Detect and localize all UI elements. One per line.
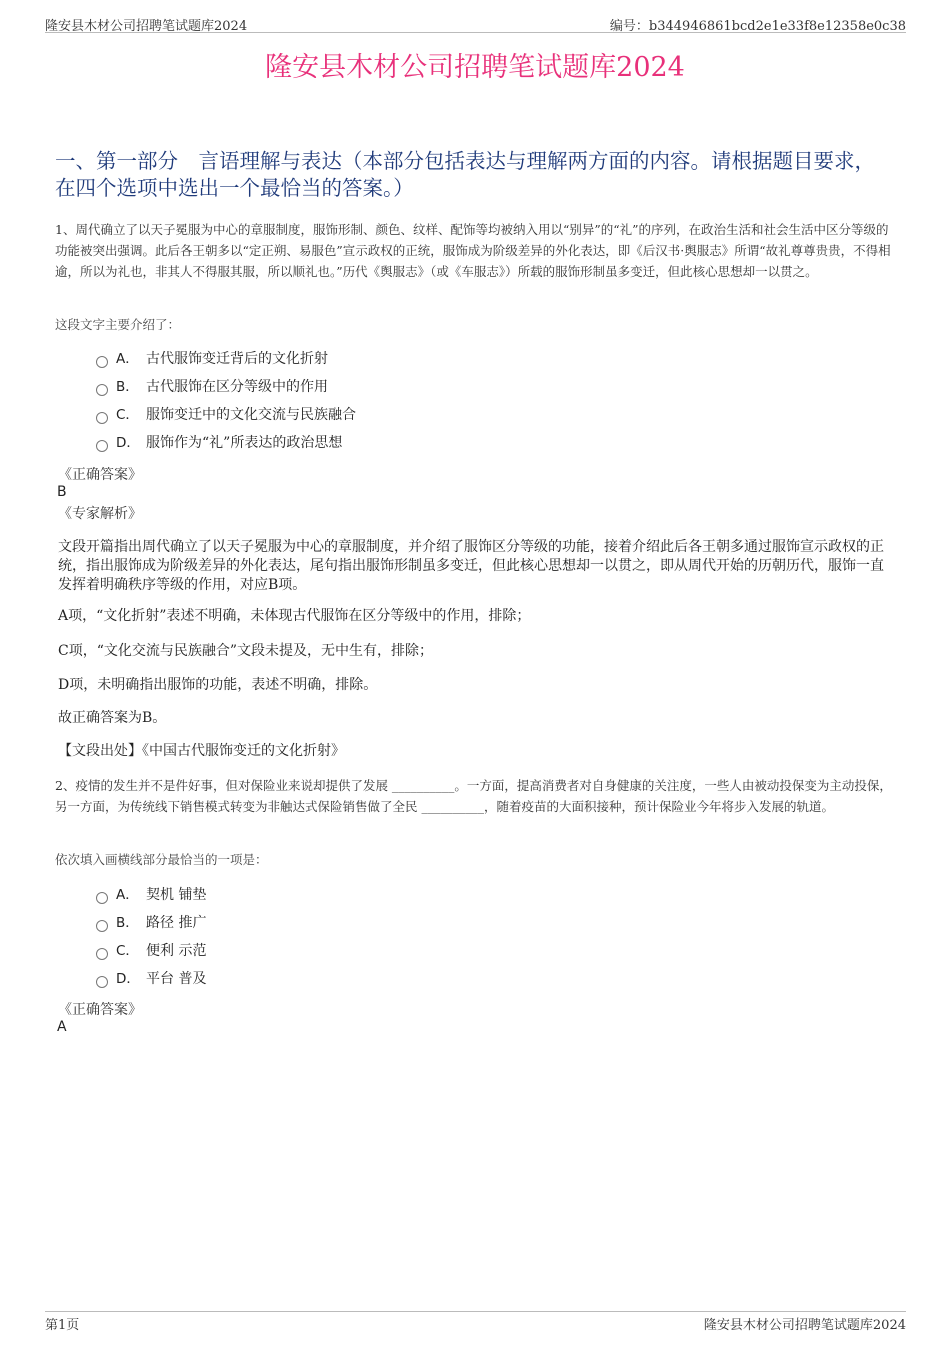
- section-heading: 一、第一部分 言语理解与表达（本部分包括表达与理解两方面的内容。请根据题目要求，在四个选项中选出一个最恰当的答案。）: [55, 149, 875, 200]
- q2-option-a[interactable]: [96, 885, 206, 905]
- q1-option-b[interactable]: [96, 377, 328, 397]
- header-doc-id: 编号：b344946861bcd2e1e33f8e12358e0c38: [609, 19, 906, 34]
- q2-option-d[interactable]: [96, 969, 206, 989]
- option-key: A．: [116, 351, 139, 367]
- question-2-text: 2、疫情的发生并不是件好事，但对保险业来说却提供了发展 __________。一方面，提高消费者对自身健康的关注度，一些人由被动投保变为主动投保，另一方面，为传统线下销售模式转变为非触达式保险销售做了全民 __________，随着疫苗的大面积接种，预计保险业今年将步入发展的轨道。: [55, 778, 892, 814]
- q1-analysis-d: D项，未明确指出服饰的功能，表述不明确，排除。: [58, 677, 378, 693]
- radio-icon[interactable]: [96, 892, 108, 904]
- option-key: C．: [116, 943, 139, 959]
- question-1-text: 1、周代确立了以天子冕服为中心的章服制度，服饰形制、颜色、纹样、配饰等均被纳入用以“别异”的“礼”的序列，在政治生活和社会生活中区分等级的功能被突出强调。此后各王朝多以“定正朔、易服色”宣示政权的正统，服饰成为阶级差异的外化表达，即《后汉书·舆服志》所谓“故礼尊尊贵贵，不得相逾，所以为礼也，非其人不得服其服，所以顺礼也。”历代《舆服志》（或《车服志》）所载的服饰形制虽多变迁，但此核心思想却一以贯之。: [55, 222, 891, 279]
- radio-icon[interactable]: [96, 948, 108, 960]
- q1-option-a[interactable]: [96, 349, 328, 369]
- q2-option-c[interactable]: [96, 941, 206, 961]
- option-key: B．: [116, 379, 139, 395]
- option-key: D．: [116, 435, 140, 451]
- page-footer: [45, 1311, 906, 1332]
- option-text: 平台 普及: [146, 971, 207, 987]
- header-doc-title: 隆安县木材公司招聘笔试题库2024: [45, 19, 248, 34]
- option-text: 契机 铺垫: [146, 887, 207, 903]
- footer-page-number: 第1页: [45, 1318, 80, 1333]
- radio-icon[interactable]: [96, 920, 108, 932]
- option-key: B．: [116, 915, 139, 931]
- q1-analysis-conclusion: 故正确答案为B。: [58, 710, 167, 726]
- q2-answer: A: [57, 1019, 67, 1035]
- option-text: 便利 示范: [146, 943, 207, 959]
- q1-source: 【文段出处】《中国古代服饰变迁的文化折射》: [58, 743, 345, 759]
- option-text: 古代服饰在区分等级中的作用: [146, 379, 328, 395]
- radio-icon[interactable]: [96, 356, 108, 368]
- q1-analysis-a: A项，“文化折射”表述不明确，未体现古代服饰在区分等级中的作用，排除；: [58, 608, 531, 624]
- footer-doc-title: 隆安县木材公司招聘笔试题库2024: [703, 1318, 906, 1333]
- page-header: [45, 14, 906, 33]
- q1-answer-label: 《正确答案》: [58, 467, 142, 483]
- page-title: 隆安县木材公司招聘笔试题库2024: [265, 52, 685, 83]
- q2-option-b[interactable]: [96, 913, 206, 933]
- option-text: 服饰变迁中的文化交流与民族融合: [146, 407, 356, 423]
- q1-analysis-label: 《专家解析》: [58, 506, 142, 522]
- option-text: 服饰作为“礼”所表达的政治思想: [146, 435, 343, 451]
- radio-icon[interactable]: [96, 412, 108, 424]
- q1-analysis-c: C项，“文化交流与民族融合”文段未提及，无中生有，排除；: [58, 643, 434, 659]
- radio-icon[interactable]: [96, 384, 108, 396]
- q2-answer-label: 《正确答案》: [58, 1002, 142, 1018]
- q1-answer: B: [57, 484, 67, 500]
- q1-option-d[interactable]: [96, 433, 342, 453]
- q1-analysis-summary: 文段开篇指出周代确立了以天子冕服为中心的章服制度，并介绍了服饰区分等级的功能，接着介绍此后各王朝多通过服饰宣示政权的正统，指出服饰成为阶级差异的外化表达，尾句指出服饰形制虽多变迁，但此核心思想却一以贯之，即从周代开始的历朝历代，服饰一直发挥着明确秩序等级的作用，对应B项。: [58, 539, 884, 593]
- q1-option-c[interactable]: [96, 405, 356, 425]
- question-1-prompt: 这段文字主要介绍了：: [55, 317, 181, 332]
- option-text: 路径 推广: [146, 915, 207, 931]
- option-key: D．: [116, 971, 140, 987]
- question-2-prompt: 依次填入画横线部分最恰当的一项是：: [55, 852, 268, 867]
- radio-icon[interactable]: [96, 976, 108, 988]
- option-text: 古代服饰变迁背后的文化折射: [146, 351, 328, 367]
- radio-icon[interactable]: [96, 440, 108, 452]
- option-key: C．: [116, 407, 139, 423]
- option-key: A．: [116, 887, 139, 903]
